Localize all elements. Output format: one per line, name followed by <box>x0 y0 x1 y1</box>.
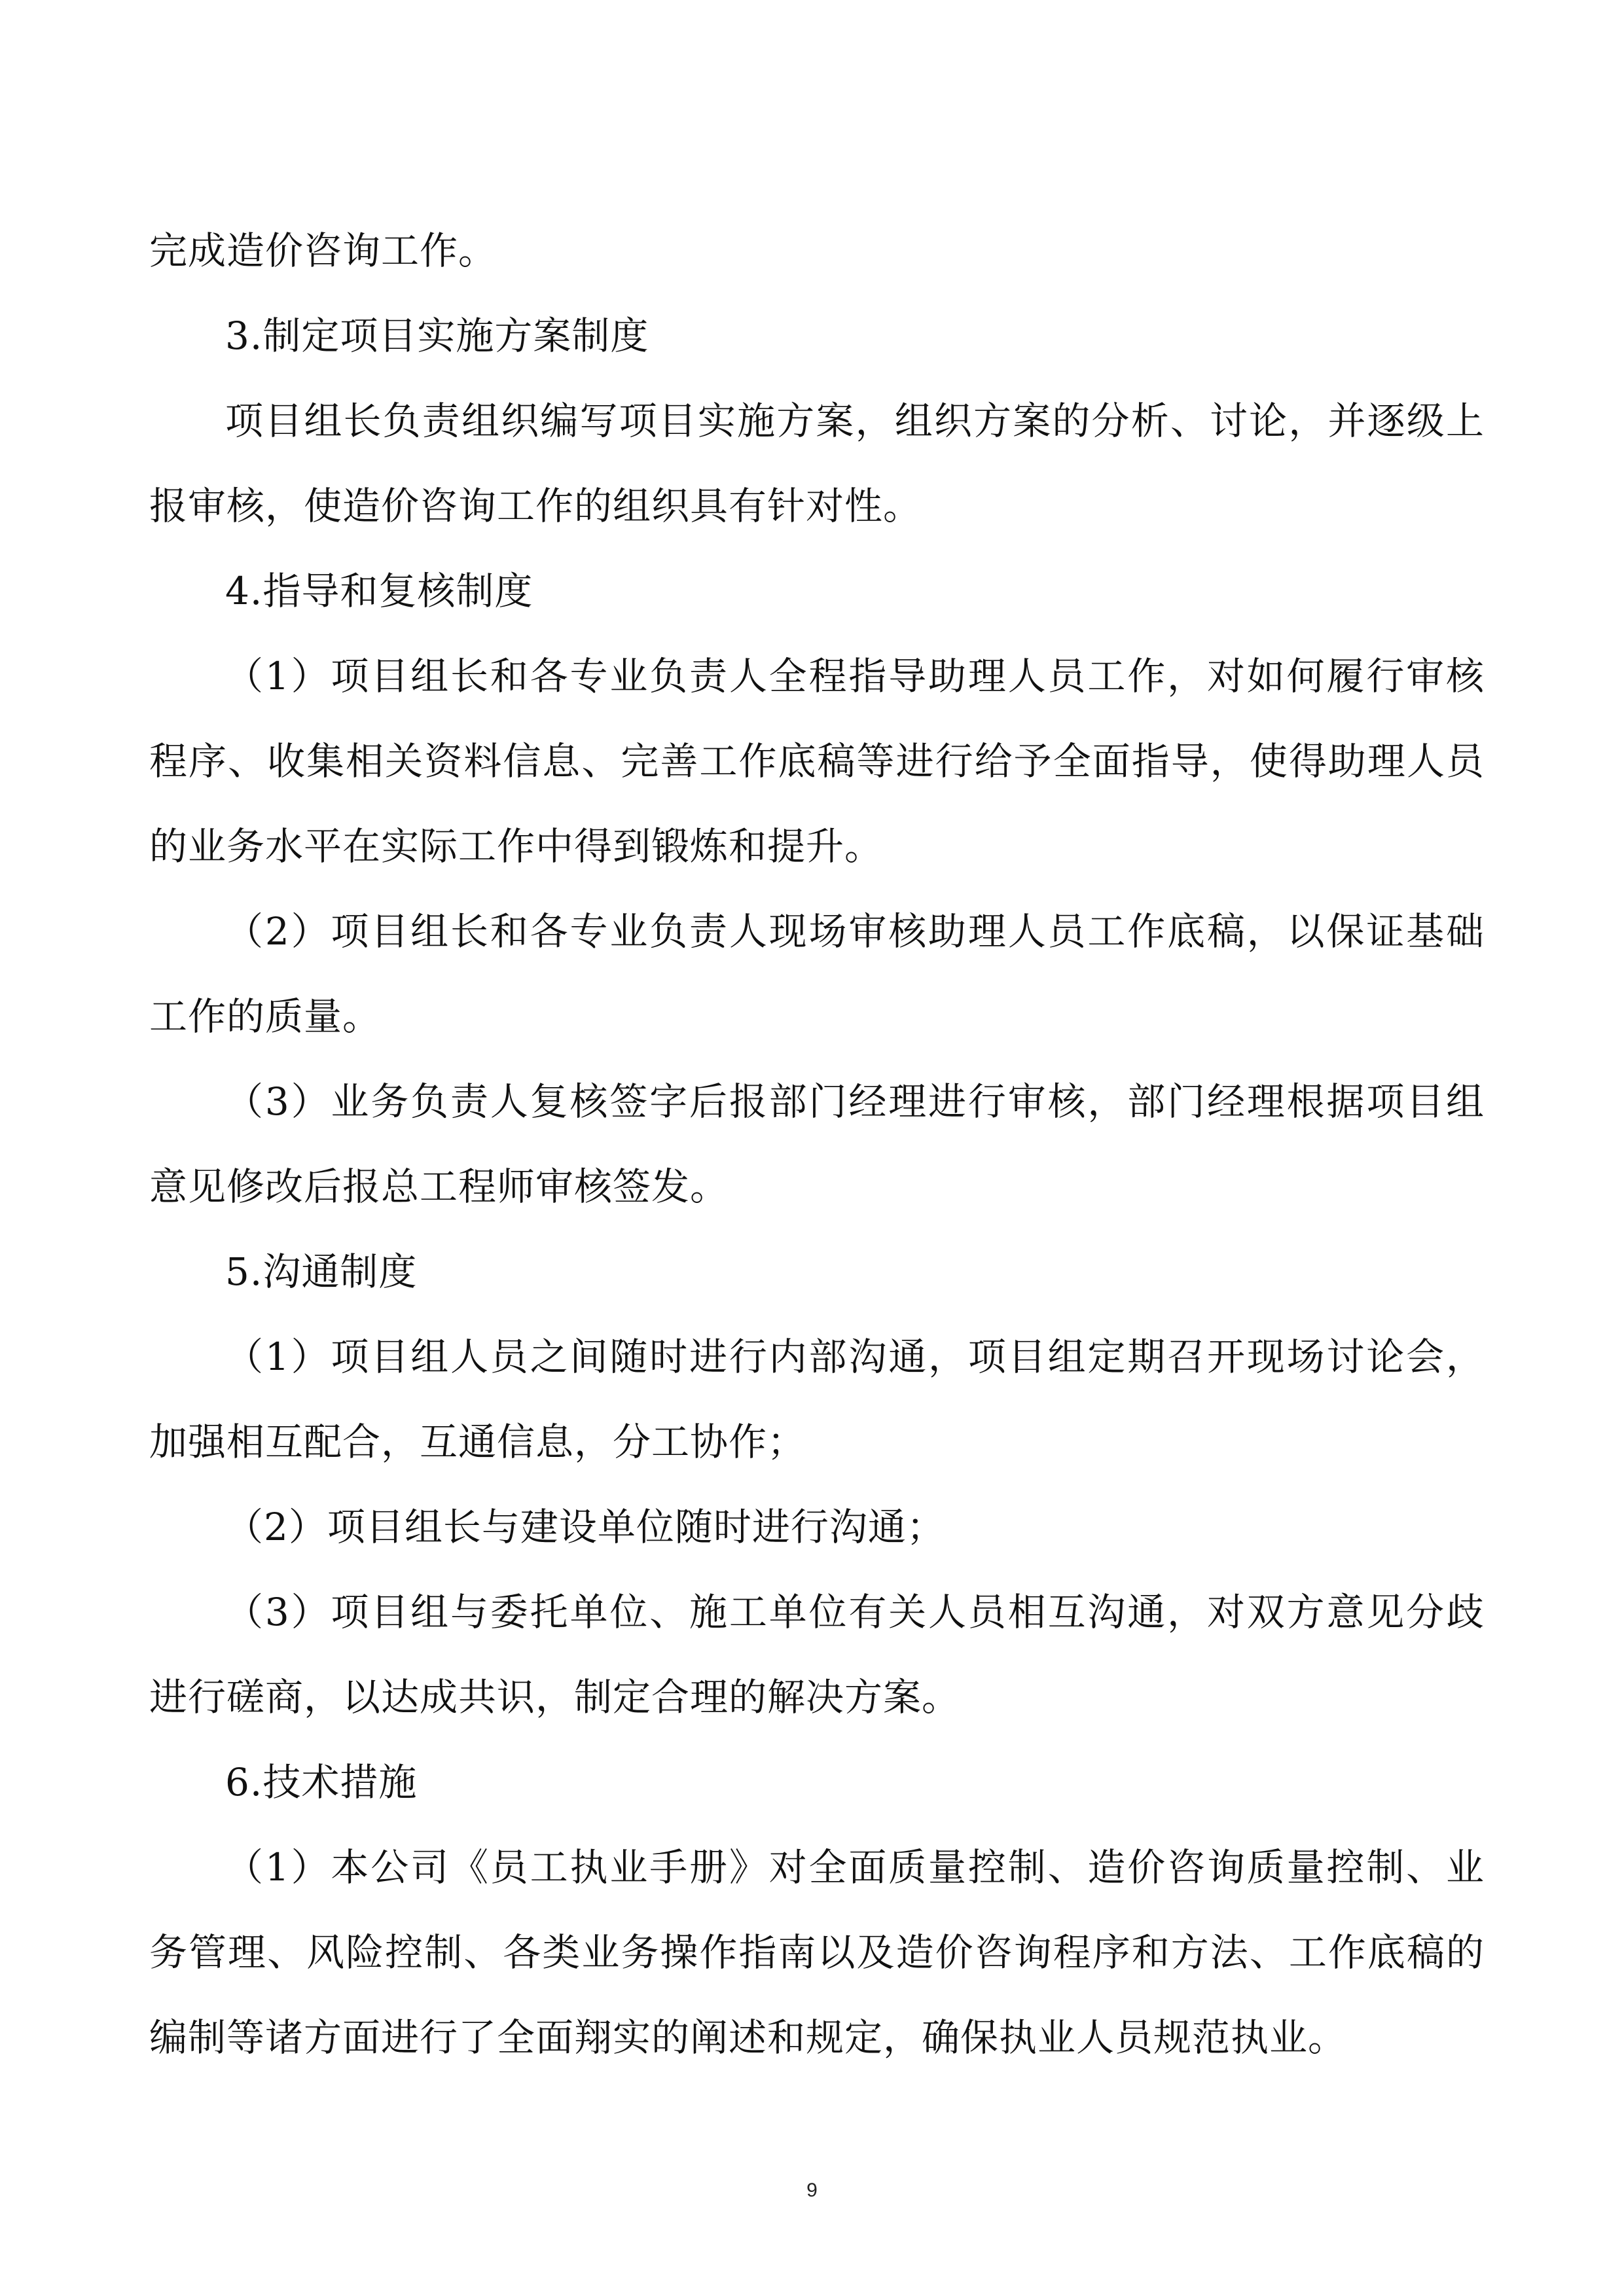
paragraph-communication-3: （3）项目组与委托单位、施工单位有关人员相互沟通，对双方意见分歧进行磋商，以达成共识，制定合理的解决方案。 <box>149 1590 1485 1719</box>
paragraph-technical-1: （1）本公司《员工执业手册》对全面质量控制、造价咨询质量控制、业务管理、风险控制、各类业务操作指南以及造价咨询程序和方法、工作底稿的编制等诸方面进行了全面翔实的阐述和规定，确保执业人员规范执业。 <box>149 1845 1485 2060</box>
page-number: 9 <box>806 2179 818 2201</box>
paragraph-guidance-2: （2）项目组长和各专业负责人现场审核助理人员工作底稿，以保证基础工作的质量。 <box>149 909 1485 1039</box>
document-body <box>149 208 1485 2080</box>
paragraph-guidance-3: （3）业务负责人复核签字后报部门经理进行审核，部门经理根据项目组意见修改后报总工程师审核签发。 <box>149 1079 1485 1209</box>
section-heading-5: 5.沟通制度 <box>225 1249 418 1294</box>
section-heading-6: 6.技术措施 <box>225 1760 418 1804</box>
section-heading-4: 4.指导和复核制度 <box>225 569 533 613</box>
paragraph-guidance-1: （1）项目组长和各专业负责人全程指导助理人员工作，对如何履行审核程序、收集相关资料信息、完善工作底稿等进行给予全面指导，使得助理人员的业务水平在实际工作中得到锻炼和提升。 <box>149 654 1485 869</box>
paragraph-continuation: 完成造价咨询工作。 <box>149 228 497 273</box>
paragraph-communication-1: （1）项目组人员之间随时进行内部沟通，项目组定期召开现场讨论会，加强相互配合，互通信息，分工协作； <box>149 1335 1485 1464</box>
section-heading-3: 3.制定项目实施方案制度 <box>225 314 649 358</box>
paragraph-implementation-plan: 项目组长负责组织编写项目实施方案，组织方案的分析、讨论，并逐级上报审核，使造价咨询工作的组织具有针对性。 <box>149 399 1485 528</box>
paragraph-communication-2: （2）项目组长与建设单位随时进行沟通； <box>225 1505 945 1549</box>
